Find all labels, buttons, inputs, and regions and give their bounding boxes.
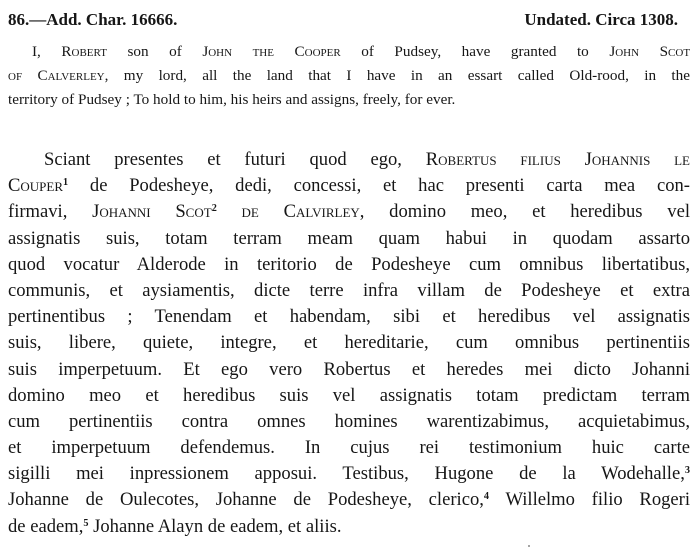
italic-run: Johanne de Oulecotes [8,489,195,511]
text-run: assignatis suis, totam terram meam quam habui in quodam assarto [8,227,690,249]
english-summary [8,40,690,112]
small-caps-run: John the Cooper [202,43,341,60]
text-run: , [680,463,685,485]
footnote-marker: 2 [211,203,217,215]
text-run: To hold to him, his heirs and assigns, freely, for ever. [129,91,456,108]
text-run: I, [32,43,62,60]
charter-reference: 86.—Add. Char. 16666. [8,10,178,29]
text-run: , [194,489,216,511]
text-run [217,201,242,222]
italic-run: de eadem [8,515,79,537]
text-line [8,461,690,487]
text-run [341,43,362,60]
summary-line [8,64,690,88]
text-run: , et aliis. [278,515,342,537]
italic-run: Podesheye [371,253,451,275]
text-run: quod vocatur [8,253,137,275]
text-run: cum omnibus libertatibus, [450,253,690,275]
text-run: , [407,489,429,511]
text-line [8,514,690,540]
text-line [8,357,690,383]
small-caps-run: John Scot [609,43,691,60]
footnote-marker: 4 [483,491,490,503]
text-run: cum pertinentiis contra omnes homines warentizabimus, acquietabimus, [8,410,690,432]
text-line [8,304,690,330]
small-caps-run: de Calvirley [241,201,360,223]
italic-run: Old-rood [569,67,626,84]
text-run: pertinentibus ; Tenendam et habendam, sibi et heredibus vel assignatis [8,306,690,328]
text-run: firmavi, [8,201,93,223]
text-run: , have granted to [437,43,610,60]
text-run [489,489,505,510]
italic-run: clerico [428,489,480,511]
text-run: sigilli mei inpressionem apposui. Testibus, [8,463,435,485]
text-line [8,199,690,225]
small-caps-run: Couper [8,175,64,197]
latin-text [8,147,690,540]
italic-run: de Podesheye [89,175,209,197]
text-run [68,175,90,196]
text-run: Sciant presentes et futuri quod ego, [44,149,426,170]
text-line [8,383,690,409]
text-run: , [78,515,84,537]
text-run: suis imperpetuum. Et ego vero Robertus et heredes mei dicto Johanni [8,358,690,380]
text-run: , dedi, concessi, et hac presenti carta mea con- [208,175,690,197]
text-line [8,226,690,252]
text-run: , domino meo, et heredibus vel [359,201,690,223]
text-run: et imperpetuum defendemus. In cujus rei testimonium huic carte [8,437,690,459]
charter-heading [8,10,692,34]
text-line [8,487,690,513]
italic-run: Johanne Alayn de eadem [93,515,279,537]
italic-run: son of [127,43,182,60]
text-line [8,435,690,461]
small-caps-run: of Calverley [8,67,105,84]
text-run: , in the [625,67,690,84]
italic-run: Alderode [136,253,206,275]
text-line [8,252,690,278]
text-line [8,278,690,304]
summary-line [8,40,690,64]
text-line [8,173,690,199]
italic-run: Pudsey ; [78,91,130,108]
summary-line [8,88,690,112]
print-speck [528,545,530,547]
text-run: territory of [8,91,79,108]
text-run: suis, libere, quiete, integre, et hereditarie, cum omnibus pertinentiis [8,332,690,354]
italic-run: Willelmo filio Rogeri [505,489,691,511]
footnote-marker: 3 [684,465,690,477]
text-run: communis, et aysiamentis, dicte terre infra villam de Podesheye et extra [8,279,690,301]
text-line [8,147,690,173]
footnote-marker: 1 [63,177,69,189]
text-run: in teritorio de [205,253,372,275]
italic-run: Hugone de la Wodehalle [434,463,681,485]
charter-date: Undated. Circa 1308. [524,10,678,29]
small-caps-run: Robertus filius Johannis le [425,149,690,170]
text-line [8,409,690,435]
text-run: domino meo et heredibus suis vel assignatis totam predictam terram [8,384,690,406]
small-caps-run: Johanni Scot [92,201,212,223]
text-run: , [479,489,484,511]
text-run: , my lord, all the land that I have in an essart called [104,67,570,84]
small-caps-run: Robert [61,43,107,60]
text-run [182,43,203,60]
italic-run: Johanne de Podesheye [215,489,408,511]
text-run [107,43,128,60]
italic-run: of Pudsey [361,43,438,60]
footnote-marker: 5 [83,517,89,529]
text-line [8,330,690,356]
